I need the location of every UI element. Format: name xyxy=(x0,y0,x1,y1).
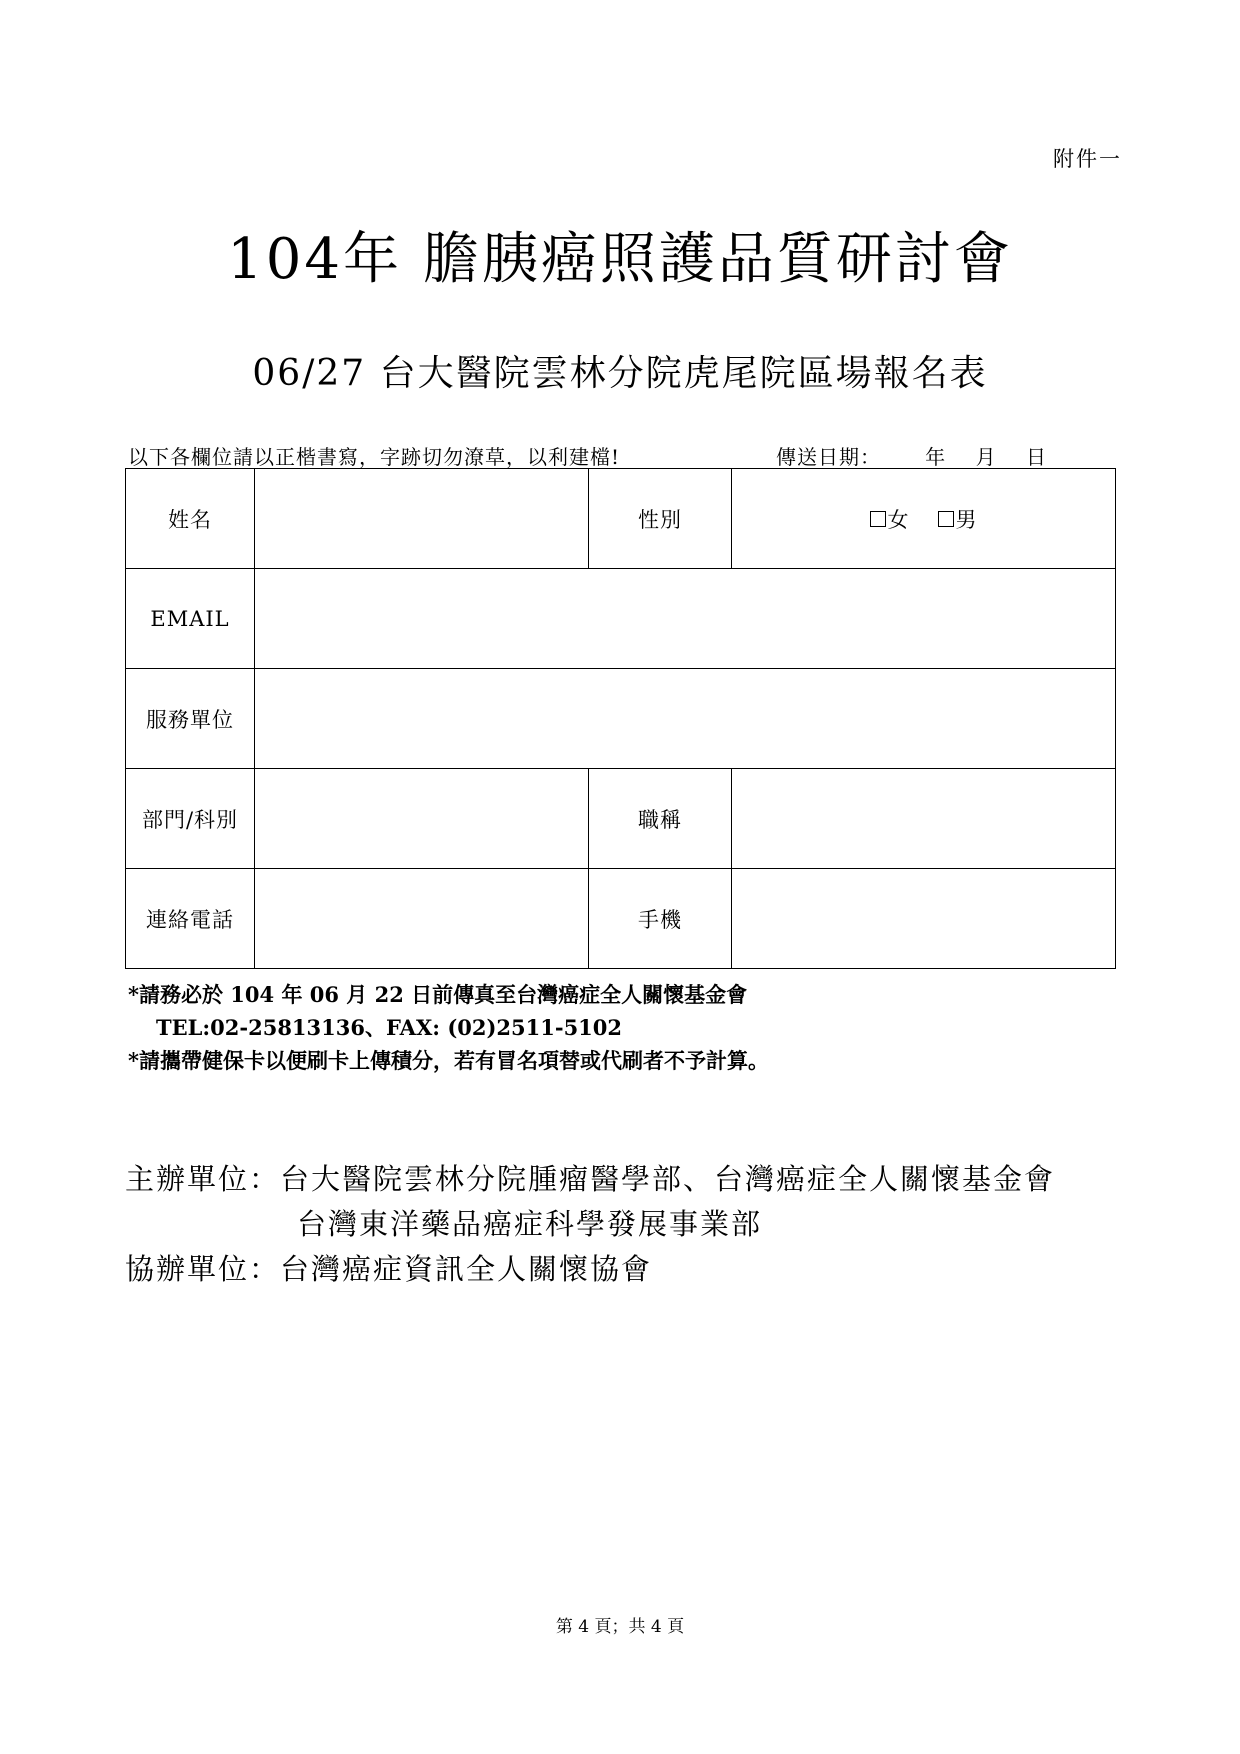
page-subtitle: 06/27 台大醫院雲林分院虎尾院區場報名表 xyxy=(252,353,988,394)
female-label: 女 xyxy=(887,507,910,532)
host-organizer-row-2: 台灣東洋藥品癌症科學發展事業部 xyxy=(297,1207,763,1241)
form-row-department xyxy=(126,769,1116,869)
department-label: 部門/科別 xyxy=(126,769,255,869)
phone-label: 連絡電話 xyxy=(126,869,255,969)
gender-option-male[interactable] xyxy=(938,508,978,532)
gender-option-female[interactable] xyxy=(870,508,910,532)
female-checkbox[interactable] xyxy=(870,511,886,527)
name-field[interactable] xyxy=(255,469,589,569)
department-field[interactable] xyxy=(255,769,589,869)
email-label: EMAIL xyxy=(126,569,255,669)
host-organizers: 台大醫院雲林分院腫瘤醫學部、台灣癌症全人關懷基金會 xyxy=(280,1162,1056,1196)
organization-label: 服務單位 xyxy=(126,669,255,769)
cohost-label: 協辦單位： xyxy=(125,1252,281,1286)
phone-field[interactable] xyxy=(255,869,589,969)
male-label: 男 xyxy=(955,507,978,532)
host-organizer-row xyxy=(125,1157,1055,1202)
note-insurance-card: *請攜帶健保卡以便刷卡上傳積分，若有冒名項替或代刷者不予計算。 xyxy=(128,1048,769,1073)
day-unit: 日 xyxy=(1026,445,1048,469)
transmit-date xyxy=(776,441,1047,470)
mobile-label: 手機 xyxy=(589,869,732,969)
gender-label: 性別 xyxy=(589,469,732,569)
gender-options xyxy=(732,469,1116,569)
cohost-organizer-row xyxy=(125,1247,1055,1292)
organization-field[interactable] xyxy=(255,669,1116,769)
form-row-organization xyxy=(126,669,1116,769)
mobile-field[interactable] xyxy=(732,869,1116,969)
instruction-text: 以下各欄位請以正楷書寫，字跡切勿潦草，以利建檔! xyxy=(128,445,621,469)
notes xyxy=(128,978,769,1077)
job-title-field[interactable] xyxy=(732,769,1116,869)
organizers xyxy=(125,1157,1055,1292)
year-unit: 年 xyxy=(925,445,947,469)
host-label: 主辦單位： xyxy=(125,1162,281,1196)
attachment-label: 附件一 xyxy=(1053,147,1122,171)
cohost-organizer: 台灣癌症資訊全人關懷協會 xyxy=(280,1252,653,1286)
male-checkbox[interactable] xyxy=(938,511,954,527)
email-field[interactable] xyxy=(255,569,1116,669)
month-unit: 月 xyxy=(975,445,997,469)
registration-form xyxy=(125,468,1116,969)
name-label: 姓名 xyxy=(126,469,255,569)
date-label: 傳送日期： xyxy=(776,445,881,469)
page-title: 104年 膽胰癌照護品質研討會 xyxy=(227,227,1013,292)
form-row-phone xyxy=(126,869,1116,969)
job-title-label: 職稱 xyxy=(589,769,732,869)
instruction-line xyxy=(128,441,1118,470)
note-deadline: *請務必於 104 年 06 月 22 日前傳真至台灣癌症全人關懷基金會 xyxy=(128,982,748,1007)
page-number: 第 4 頁；共 4 頁 xyxy=(555,1617,685,1637)
form-row-name xyxy=(126,469,1116,569)
note-contact: TEL:02-25813136、FAX: (02)2511-5102 xyxy=(156,1015,623,1040)
form-row-email xyxy=(126,569,1116,669)
